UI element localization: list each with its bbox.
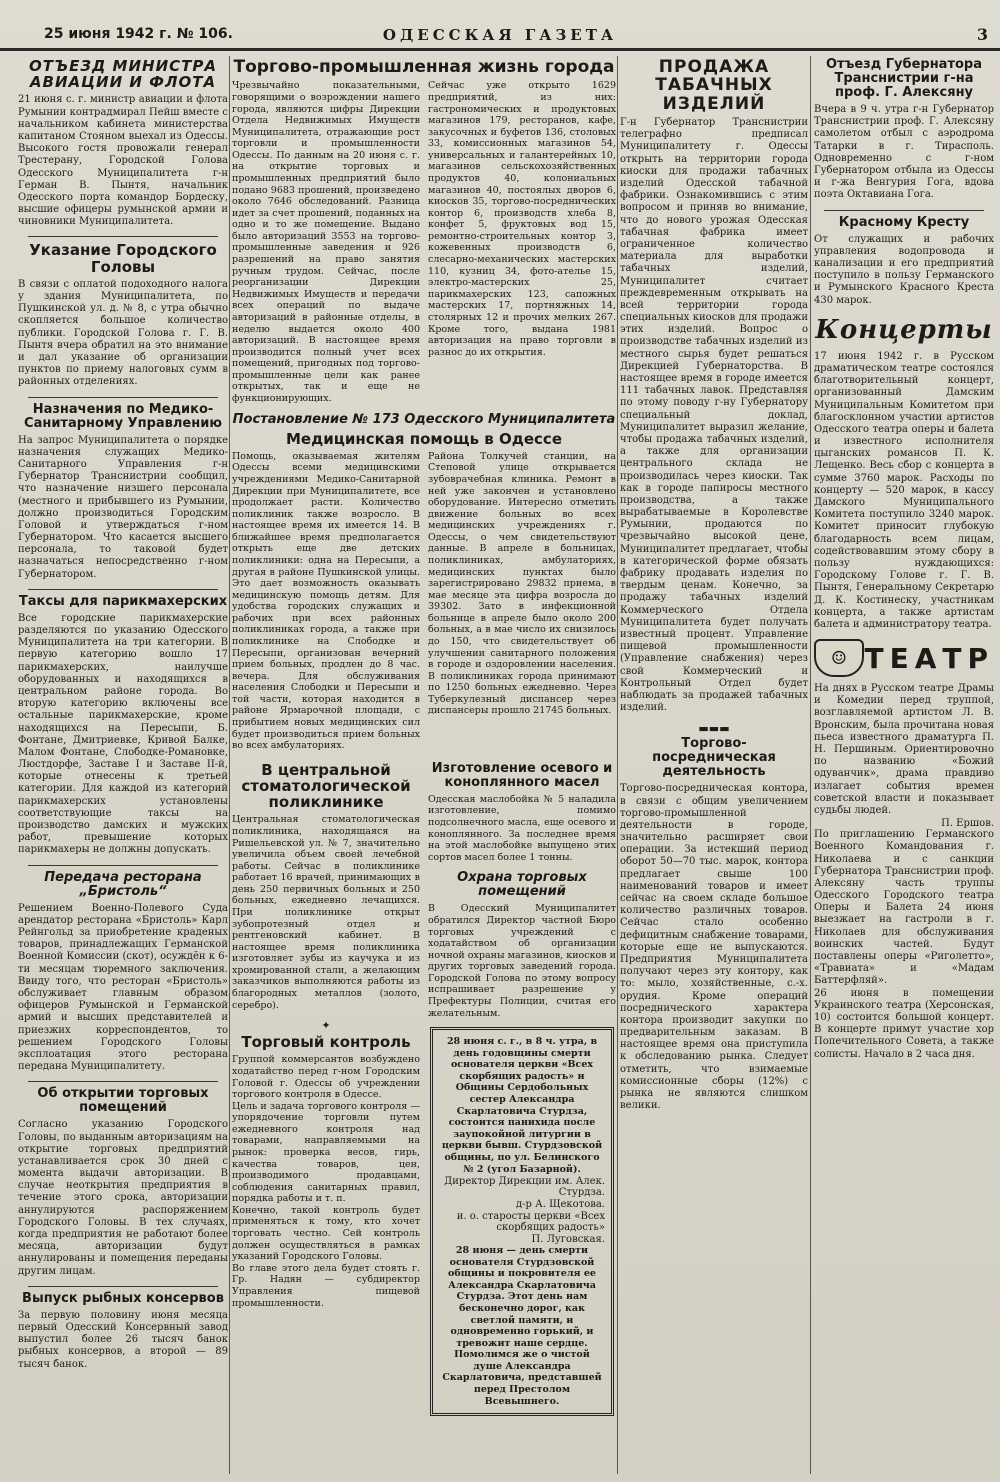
article-text: Все городские парикмахерские разделяются по указанию Одесского Муниципалитета на три категории. В первую категорию вошло 17 парикмахерских, наилучше оборудованных и находящихся в центральном районе города. Во вторую категорию включены все остальные парикмахерские, кроме находящихся на Пересыпи, Б. Фонтане, Дмитриевке, Кривой Балке, Малом Фонтане, Слободке-Романовке, Люстдорфе, Заставе I и Заставе II-й, которые отнесены к третьей категории. Для каждой из категорий парикмахерских установлены соответствующие таксы на производство дамских и мужских работ, превышение которых парикмахеры не должны допускать. bbox=[18, 612, 228, 856]
column-4 bbox=[814, 56, 994, 1474]
article-text: Цель и задача торгового контроля — упорядочение торговли путем ежедневного контроля над товарами, направляемыми на рынок: проверка весов, гирь, качества товаров, цен, производимого продавцами, соблюдения санитарных правил, порядка работы и т. п. bbox=[232, 1100, 420, 1205]
column-2 bbox=[232, 56, 616, 1474]
column-1 bbox=[18, 56, 228, 1474]
article-trade-control bbox=[232, 1034, 420, 1309]
article-text: На днях в Русском театре Драмы и Комедии перед труппой, возглавляемой артистом Л. В. Вронским, была прочитана новая пьеса известного драматурга П. Н. Першиным. Ориентировочно по названию «Божий одуванчик», драма правдиво излагает события времен советской власти и показывает судьбы людей. bbox=[814, 683, 994, 816]
notice-text: 28 июня — день смерти основателя Стурдзовской общины и покровителя ее Александра Скарлатовича Стурдза. Этот день нам бесконечно дорог, как светлой памяти, и одновременно горький, и тревожит наше сердце. Помолимся же о чистой душе Александра Скарлатовича, представшей перед Престолом Всевышнего. bbox=[442, 1245, 602, 1407]
article-text: За первую половину июня месяца первый Одесский Консервный завод выпустил более 26 тысяч банок рыбных консервов, а второй — 89 тысяч банок. bbox=[18, 1309, 228, 1370]
article-text: Помощь, оказываемая жителям Одессы всеми медицинскими учреждениями Медико-Санитарной Дирекции при Муниципалитете, все продолжает расти. Количество поликлиник также возросло. В настоящее время их имеется 14. В ближайшее время предполагается открыть еще две детских поликлиники: одна на Пересыпи, а другая в районе Пушкинской улицы. Это дает возможность оказывать медицинскую помощь детям. Для удобства городских служащих и рабочих при всех районных поликлиниках города, а также при поликлинике на Слободке и Пересыпи, организован вечерний прием больных, продлен до 8 час. вечера. Для обслуживания населения Слободки и Пересыпи и той части, которая находится в районе Ярмарочной площади, с прибытием новых медицинских сил будет производиться прием больных во всех амбулаториях. bbox=[232, 450, 420, 752]
article-text: 17 июня 1942 г. в Русском драматическом театре состоялся благотворительный концерт, организованный Дамским Муниципальным Комитетом при благосклонном участии артистов Одесского театра оперы и балета и известного исполнителя цыганских романсов П. К. Лещенко. Весь сбор с концерта в сумме 3760 марок. Расходы по концерту — 520 марок, в кассу Дамского Муниципального Комитета поступило 3240 марок. Комитет приносит глубокую благодарность всем лицам, содействовавшим этому сбору в пользу нуждающихся: Городскому Голове г. Г. В. Пынтя, Генеральному Секретарю Д. К. Костинеску, участникам концерта, а также артистам балета и администратору театра. bbox=[814, 350, 994, 630]
concerts-logo: Концерты bbox=[815, 314, 993, 345]
divider-ornament: ✦ bbox=[321, 1019, 331, 1033]
article-headline: ОТЪЕЗД МИНИСТРА АВИАЦИИ И ФЛОТА bbox=[29, 57, 217, 92]
article-headline: Красному Кресту bbox=[838, 214, 970, 230]
article-headline: Торгово-промышленная жизнь города bbox=[233, 57, 615, 77]
notice-signature: П. Луговская. bbox=[531, 1234, 605, 1246]
issue-date: 25 июня 1942 г. № 106. bbox=[44, 26, 233, 42]
article-appointments bbox=[18, 403, 228, 581]
divider bbox=[28, 589, 218, 590]
article-text: Во главе этого дела будет стоять г. Гр. Надян — субдиректор Управления пищевой промышленности. bbox=[232, 1262, 420, 1309]
article-text: Решением Военно-Полевого Суда арендатор ресторана «Бристоль» Карл Рейнгольд за приобретение краденых товаров, принадлежащих Германской Военной Комиссии (скот), осуждён к 6-ти месяцам тюремного заключения. Ввиду того, что ресторан «Бристоль» обслуживает главным образом офицеров Румынской и Германской армий и высших представителей и приезжих корреспондентов, то решением Городского Головы эксплоатация этого ресторана передана Муниципалитету. bbox=[18, 902, 228, 1073]
divider bbox=[28, 865, 218, 866]
column-3 bbox=[620, 56, 808, 1474]
article-headline: Выпуск рыбных консервов bbox=[22, 1290, 224, 1306]
article-dental-clinic bbox=[232, 762, 420, 1011]
article-minister-departure bbox=[18, 58, 228, 228]
article-text: Района Толкучей станции, на Степовой улице открывается зубоврачебная клиника. Ремонт в ней уже закончен и установлено оборудование. Интересно отметить движение больных во всех медицинских учреждениях г. Одессы, о чем свидетельствуют данные. В апреле в больницах, поликлиниках, амбулаториях, медицинских пунктах было зарегистрировано 29832 приема, в мае месяце эта цифра возросла до 39302. Зато в инфекционной больнице в апреле было около 200 больных, а в мае число их снизилось до 150, что свидетельствует об улучшении санитарного положения в городе и оздоровлении населения. В поликлиниках города принимают по 1250 больных ежедневно. Через Туберкулезный диспансер через диспансеры прошло 21745 больных. bbox=[428, 450, 616, 717]
theatre-header bbox=[814, 639, 994, 677]
article-text: Одесская маслобойка № 5 наладила изготовление, помимо подсолнечного масла, еще осевого и коноплянного. За последнее время на этой маслобойке выпущено этих сортов масел более 1 тонны. bbox=[428, 793, 616, 863]
article-text: Согласно указанию Городского Головы, по выданным авторизациям на открытие торговых предприятий устанавливается срок 30 дней с момента выдачи авторизации. В случае неоткрытия предприятия в течение этого срока, авторизации аннулируются распоряжением Городского Головы. В тех случаях, когда предприятия не работают более месяца, авторизации будут аннулированы и помещения переданы другим лицам. bbox=[18, 1119, 228, 1277]
divider-ornament: ▬▬▬ bbox=[698, 722, 730, 736]
article-text: 26 июня в помещении Украинского театра (Херсонская, 10) состоится большой концерт. В концерте примут участие хор Попечительного Совета, а также солисты. Начало в 2 часа дня. bbox=[814, 987, 994, 1060]
divider bbox=[28, 1081, 218, 1082]
article-text: Центральная стоматологическая поликлиника, находящаяся на Ришельевской ул. № 7, значительно увеличила объем своей лечебной работы. Сейчас в поликлинике работает 16 врачей, принимающих в день 250 первичных больных и 250 больных, ежедневно лечащихся. При поликлинике открыт зубопротезный отдел и рентгеновский кабинет. В настоящее время поликлиника изготовляет зубы из каучука и из хромированной стали, а желающим заказчиков выполняются работы из благородных металлов (золото, серебро). bbox=[232, 814, 420, 1011]
article-headline: Отъезд Губернатора Транснистрии г-на проф. Г. Алексяну bbox=[825, 57, 982, 101]
article-headline: Об открытии торговых помещений bbox=[37, 1086, 209, 1116]
article-mayor-order bbox=[18, 242, 228, 388]
column-rule bbox=[617, 56, 618, 1474]
article-headline: Изготовление осевого и коноплянного масел bbox=[431, 760, 613, 790]
article-oil-production bbox=[428, 762, 616, 864]
article-trade-mediation bbox=[620, 737, 808, 1112]
divider bbox=[28, 397, 218, 398]
article-restaurant-transfer bbox=[18, 871, 228, 1074]
article-text: Группой коммерсантов возбуждено ходатайство перед г-ном Городским Головой г. Одессы об учреждении торгового контроля в Одессе. bbox=[232, 1054, 420, 1101]
article-concerts bbox=[814, 351, 994, 631]
article-text: В Одесский Муниципалитет обратился Директор частной Бюро торговых учреждений с ходатайством об организации ночной охраны магазинов, киосков и других торговых заведений города. Городской Голова по этому вопросу испрашивает разрешение у Префектуры Полиции, считая его желательным. bbox=[428, 903, 616, 1019]
column-rule bbox=[229, 56, 230, 1474]
newspaper-title: ОДЕССКАЯ ГАЗЕТА bbox=[382, 26, 618, 44]
article-text: 21 июня с. г. министр авиации и флота Румынии контрадмирал Пейш вместе с начальником кабинета министерства капитаном Стояном выехал из Одессы. Высокого гостя провожали генерал Трестерану, Городской Голова Одесского Муниципалитета г-н Герман В. Пынтя, начальник Одесского порта командор Бордеску, высшие офицеры румынской армии и чиновники Муниципалитета. bbox=[18, 94, 228, 228]
article-headline: ПРОДАЖА ТАБАЧНЫХ ИЗДЕЛИЙ bbox=[655, 57, 773, 114]
article-text: Г-н Губернатор Транснистрии телеграфно предписал Муниципалитету г. Одессы открыть на территории города киоски для продажи табачных изделий Одесской табачной фабрики. Ознакомившись с этим вопросом и приняв во внимание, что до нового урожая Одесская табачная фабрика имеет ограниченное количество материала для выработки табачных изделий, Муниципалитет считает преждевременным открывать на всей территории города специальных киосков для продажи этих изделий. Вопрос о производстве табачных изделий из местного сырья будет решаться Дирекцией Губернаторства. В настоящее время в городе имеется 111 табачных лавок. Представляя по этому поводу г-ну Губернатору специальный доклад, Муниципалитет выразил желание, чтобы продажа табачных изделий, а также для организации центрального склада не производилась через киоски. Так как в городе папиросы местного производства, а также вырабатываемые в Королевстве Румынии, продаются по чрезвычайно высокой цене, Муниципалитет предлагает, чтобы в категорической форме обязать фабрику продавать изделия по твердым ценам. Конечно, за продажу табачных изделий Коммерческого Отдела Муниципалитета будет получать известный процент. Управление пищевой промышленности (Управление снабжения) через свой Коммерческий и Контрольный Отдел будет наблюдать за продажей табачных изделий. bbox=[620, 117, 808, 714]
article-red-cross bbox=[814, 216, 994, 307]
article-text: Конечно, такой контроль будет применяться к тому, кто хочет торговать честно. Сей контроль должен осуществляться в рамках указаний Городского Головы. bbox=[232, 1204, 420, 1263]
article-text: Чрезвычайно показательными, говорящими о возрождении нашего города, являются цифры Дирекции Отдела Недвижимых Имуществ Муниципалитета, отражающие рост торговли и промышленности Одессы. По данным на 20 июня с. г. на открытие торговых и промышленных предприятий было подано 9683 прошений, произведено около 7646 обследований. Разница идет за счет прошений, поданных на одно и то же помещение. Выдано было авторизаций 3553 на торгово-промышленные заведения и 926 разрешений на право занятия ручным трудом. Сейчас, после реорганизации Дирекции Недвижимых Имуществ и передачи всех операций по выдаче авторизаций в районные отделы, в неделю выдается около 400 авторизаций. В настоящее время производится полный учет всех помещений, пригодных под торгово-промышленные цели как ранее открытых, так и еще не функционирующих. bbox=[232, 80, 420, 404]
theatre-mask-icon: ☺ bbox=[814, 639, 864, 677]
article-text: Вчера в 9 ч. утра г-н Губернатор Транснистрии проф. Г. Алексяну самолетом отбыл с аэродрома Татарки в г. Тирасполь. Одновременно с г-ном Губернатором отбыла из Одессы и г-жа Венгурия Гога, вдова поэта Октавиана Гога. bbox=[814, 104, 994, 201]
article-medical-aid bbox=[232, 431, 616, 752]
article-trade-life bbox=[232, 58, 616, 405]
theatre-title: ТЕАТР bbox=[864, 641, 994, 675]
article-fish-canning bbox=[18, 1292, 228, 1371]
divider bbox=[824, 210, 984, 211]
article-text: Сейчас уже открыто 1629 предприятий, из них: гастрономических и продуктовых магазинов 179, ресторанов, кафе, закусочных и буфетов 136, столовых 33, комиссионных магазинов 54, универсальных и галантерейных 10, магазинов сельскохозяйственных продуктов 40, колониальных магазинов 40, постоялых дворов 6, киосков 35, торгово-посреднических контор 6, производств хлеба 8, конфет 5, фруктовых вод 15, ремонтно-строительных контор 3, кожевенных производств 6, слесарно-механических мастерских 110, кузниц 34, фото-ателье 15, электро-мастерских 25, парикмахерских 123, сапожных мастерских 17, портняжных 14, столярных 12 и прочих мелких 267. Кроме того, выдана 1981 авторизация на право торговли в разнос до их открытия. bbox=[428, 80, 616, 358]
notice-signature: д-р А. Щекотова. bbox=[516, 1199, 605, 1211]
article-text: По приглашению Германского Военного Командования г. Николаева и с санкции Губернатора Транснистрии проф. Алексяну часть труппы Одесского Городского театра Оперы и Балета 24 июня выезжает на гастроли в г. Николаев для обслуживания воинских частей. Будут поставлены оперы «Риголетто», «Травиата» и «Мадам Баттерфляй». bbox=[814, 829, 994, 987]
article-headline: Назначения по Медико-Санитарному Управлению bbox=[24, 401, 222, 431]
article-headline: Передача ресторана „Бристоль“ bbox=[44, 869, 202, 899]
article-barber-rates bbox=[18, 595, 228, 857]
divider bbox=[28, 236, 218, 237]
article-headline: Торговый контроль bbox=[241, 1033, 411, 1052]
article-signature: П. Ершов. bbox=[941, 818, 994, 830]
page-number: 3 bbox=[976, 25, 988, 44]
article-text: Торгово-посредническая контора, в связи с общим увеличением торгово-промышленной деятельности в городе, значительно расширяет свои операции. За истекший период оборот 50—70 тыс. марок, контора предлагает свыше 100 наименований товаров и имеет сейчас на своем складе большое количество различных товаров. Сейчас стало особенно дефицитным снабжение товарами, которые еще не выпускаются. Предприятия Муниципалитета получают через эту контору, как то: мыло, хозяйственные, с.-х. орудия. Кроме операций посреднического характера контора производит закупки по предварительным заказам. В настоящее время она приступила к обследованию рынка. Следует отметить, что взимаемые комиссионные сборы (12%) с рынка не являются слишком велики. bbox=[620, 783, 808, 1112]
memorial-notice bbox=[430, 1027, 614, 1416]
article-text: От служащих и рабочих управления водопровода и канализации и его предприятий поступило в пользу Германского и Румынского Красного Креста 430 марок. bbox=[814, 233, 994, 306]
article-shop-guard bbox=[428, 871, 616, 1019]
decree-title: Постановление № 173 Одесского Муниципалитета bbox=[232, 411, 616, 427]
article-theatre bbox=[814, 683, 994, 1061]
article-text: На запрос Муниципалитета о порядке назначения служащих Медико-Санитарного Управления г-н Губернатор Транснистрии сообщил, что назначение низшего персонала (местного и прибывшего из Румынии, должно производиться Городским Головой и утверждаться г-ном Губернатором. Что касается высшего персонала, то таковой будет назначаться непосредственно г-ном Губернатором. bbox=[18, 434, 228, 580]
article-shop-openings bbox=[18, 1087, 228, 1278]
article-headline: Охрана торговых помещений bbox=[457, 870, 587, 900]
article-headline: Таксы для парикмахерских bbox=[18, 593, 228, 609]
notice-text: 28 июня с. г., в 8 ч. утра, в день годовщины смерти основателя церкви «Всех скорбящих радость» и Общины Сердобольных сестер Александра Скарлатовича Стурдза, состоится панихида после заупокойной литургии в церкви бывш. Стурдзовской общины, по ул. Белинского № 2 (угол Базарной). bbox=[441, 1036, 603, 1175]
article-headline: Торгово-посредническая деятельность bbox=[652, 736, 776, 780]
masthead bbox=[0, 22, 1000, 51]
article-text: В связи с оплатой подоходного налога у здания Муниципалитета, по Пушкинской ул. д. № 8, с утра обычно скопляется большое количество публики. Городской Голова г. Г. В. Пынтя вчера обратил на это внимание и дал указание об организации пунктов по приему налоговых сумм в районных отделениях. bbox=[18, 278, 228, 388]
article-tobacco-sale bbox=[620, 58, 808, 714]
article-headline: Указание Городского Головы bbox=[29, 241, 217, 276]
notice-signature: и. о. старосты церкви «Всех скорбящих радость» bbox=[456, 1211, 605, 1234]
divider bbox=[28, 1286, 218, 1287]
column-rule bbox=[810, 56, 811, 1474]
article-governor-departure bbox=[814, 58, 994, 202]
article-headline: Медицинская помощь в Одессе bbox=[286, 429, 562, 448]
article-headline: В центральной стоматологической поликлинике bbox=[241, 760, 411, 812]
notice-signature: Директор Дирекции им. Алек. Стурдза. bbox=[444, 1176, 605, 1199]
